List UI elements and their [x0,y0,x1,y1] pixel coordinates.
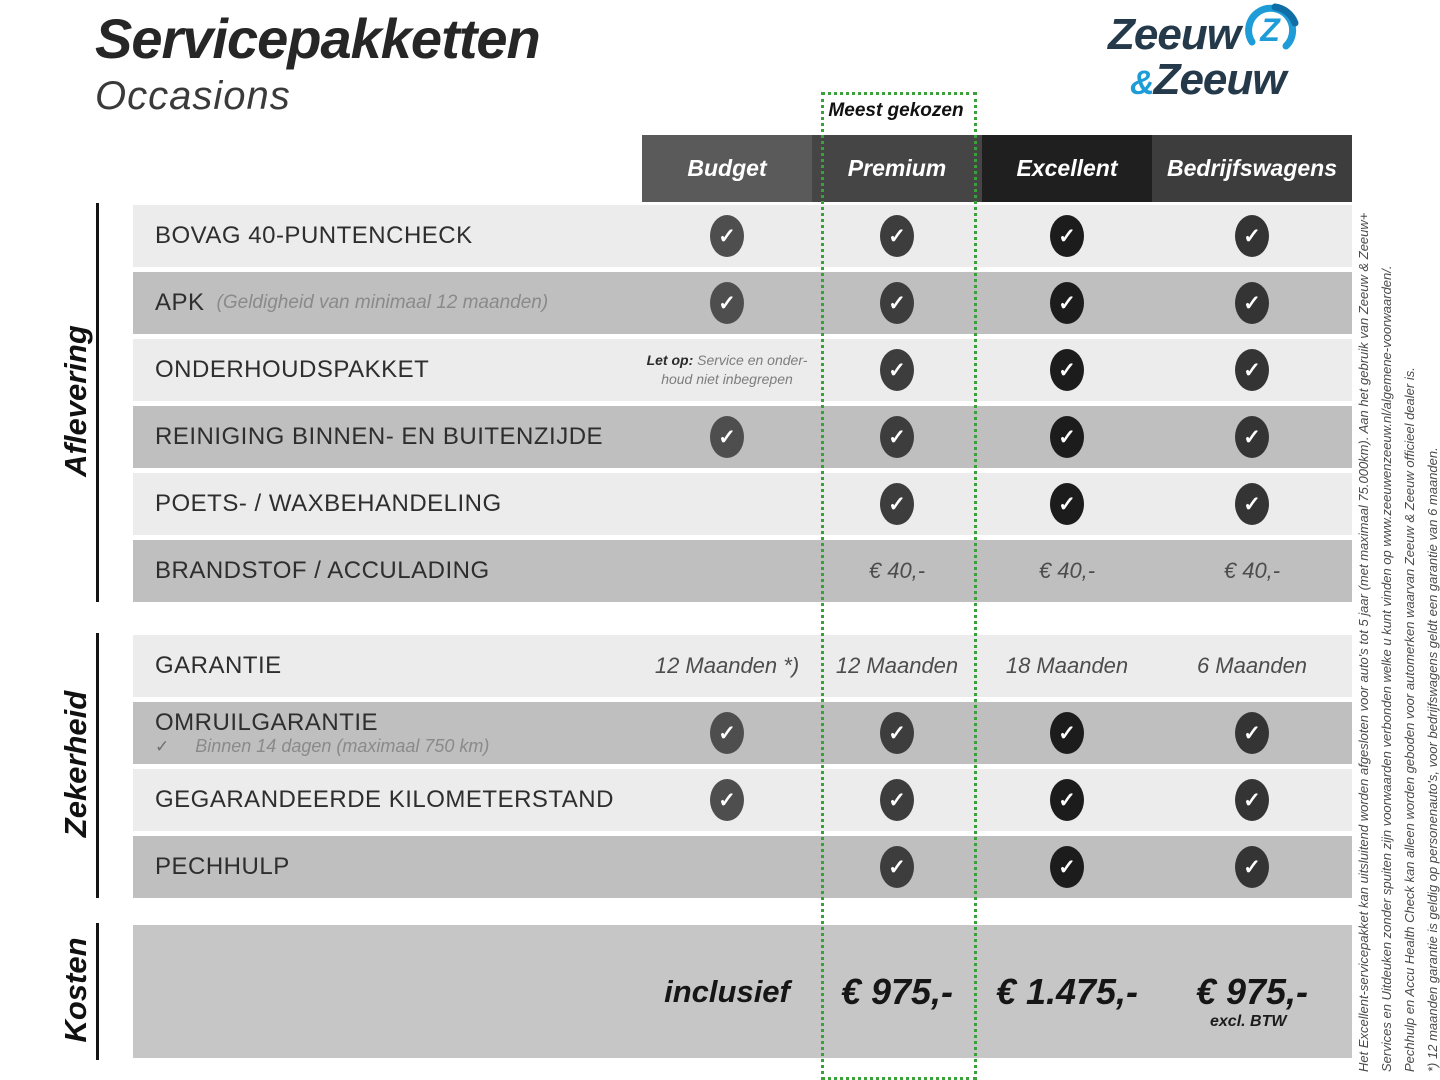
disclaimer-line: *) 12 maanden garantie is geldig op personenauto's, voor bedrijfswagens geldt een garantie van 6 maanden. [1425,447,1440,1072]
table-row [133,769,1352,831]
table-row [133,339,1352,401]
row-label: BOVAG 40-PUNTENCHECK [155,222,473,249]
check-icon: ✓ [1235,483,1269,525]
cell-value: 18 Maanden [1005,653,1129,678]
row-label: POETS- / WAXBEHANDELING [155,490,502,517]
check-icon: ✓ [880,349,914,391]
table-row [133,473,1352,535]
table-row [133,836,1352,898]
kosten-value: € 1.475,- [995,970,1139,1012]
section-label-kosten: Kosten [58,936,93,1043]
page-subtitle: Occasions [95,74,291,118]
section-label-aflevering: Aflevering [58,324,93,477]
table-row [133,406,1352,468]
kosten-value: € 975,- [1195,970,1309,1012]
page-title: Servicepakketten [95,7,540,70]
cell-premium [812,769,982,831]
check-icon: ✓ [1050,416,1084,458]
check-icon: ✓ [1050,483,1084,525]
cell-excellent [982,406,1152,468]
cell-premium [812,205,982,267]
cell-budget [642,702,812,764]
cell-bedrijfswagens [1152,702,1352,764]
check-icon: ✓ [1050,282,1084,324]
cell-note: Let op: Service en onder- houd niet inbegrepen [646,352,808,387]
kosten-cell-bedrijfswagens [1152,925,1352,1058]
cell-bedrijfswagens [1152,205,1352,267]
cell-budget [642,272,812,334]
logo-ampersand: & [1130,64,1154,102]
check-icon: ✓ [1235,282,1269,324]
small-check-icon: ✓ [155,737,170,756]
cell-bedrijfswagens [1152,769,1352,831]
table-row [133,205,1352,267]
check-icon: ✓ [1235,416,1269,458]
note-prefix: Let op: [646,352,698,369]
row-label: GARANTIE [155,652,282,679]
cell-premium [812,836,982,898]
check-icon: ✓ [880,215,914,257]
check-icon: ✓ [1050,349,1084,391]
cell-value: € 40,- [868,558,926,583]
cell-bedrijfswagens [1152,540,1352,602]
column-header-premium: Premium [812,135,982,202]
row-label-note: (Geldigheid van minimaal 12 maanden) [216,292,549,313]
table-row [133,702,1352,764]
svg-text:Z: Z [1260,12,1280,48]
row-label: ONDERHOUDSPAKKET [155,356,430,383]
cell-excellent [982,769,1152,831]
row-label: GEGARANDEERDE KILOMETERSTAND [155,786,614,813]
check-icon: ✓ [1050,846,1084,888]
disclaimer-line: Het Excellent-servicepakket kan uitsluitend worden afgesloten voor auto's tot 5 jaar (met maximaal 75.000km). Aan het gebruik van Zeeuw & Zeeuw+ [1356,212,1371,1072]
check-icon: ✓ [1050,215,1084,257]
row-label: PECHHULP [155,853,290,880]
section-rail-line [96,633,99,898]
section-rail-line [96,923,99,1060]
cell-bedrijfswagens [1152,406,1352,468]
kosten-value: € 975,- [840,970,954,1012]
cell-bedrijfswagens [1152,836,1352,898]
row-label: APK (Geldigheid van minimaal 12 maanden) [155,289,549,316]
cell-value: € 40,- [1223,558,1281,583]
kosten-cell-premium [812,925,982,1058]
cell-excellent [982,205,1152,267]
kosten-vat-note: excl. BTW [1210,1013,1287,1030]
disclaimer-line: Services en Uitdeuken zonder spuiten zijn voorwaarden verbonden welke u kunt vinden op www.zeeuwenzeeuw.nl/algemene-voorwaarden/. [1379,265,1394,1072]
cell-premium [812,406,982,468]
cell-excellent [982,540,1152,602]
kosten-cell-budget [642,925,812,1058]
column-header-bedrijfswagens: Bedrijfswagens [1152,135,1352,202]
check-icon: ✓ [1235,349,1269,391]
cell-excellent [982,272,1152,334]
cell-budget [642,406,812,468]
check-icon: ✓ [710,416,744,458]
table-row [133,272,1352,334]
cell-bedrijfswagens [1152,339,1352,401]
table-row [133,635,1352,697]
cell-value: 6 Maanden [1196,653,1308,678]
zeeuw-en-zeeuw-logo [1108,8,1328,102]
cell-premium [812,702,982,764]
cell-excellent [982,836,1152,898]
check-icon: ✓ [880,416,914,458]
cell-premium [812,272,982,334]
check-icon: ✓ [1235,846,1269,888]
logo-word-2: Zeeuw [1153,55,1286,104]
cell-premium [812,339,982,401]
kosten-band [133,925,1352,1058]
cell-value: € 40,- [1038,558,1096,583]
row-label: OMRUILGARANTIE [155,709,379,736]
kosten-value: inclusief [664,973,790,1009]
row-label: BRANDSTOF / ACCULADING [155,557,490,584]
cell-premium [812,473,982,535]
check-icon: ✓ [710,215,744,257]
cell-budget [642,769,812,831]
kosten-cell-excellent [982,925,1152,1058]
check-icon: ✓ [1050,712,1084,754]
cell-premium [812,635,982,697]
row-sublabel: ✓ Binnen 14 dagen (maximaal 750 km) [155,736,490,756]
logo-z-swoosh-icon [1240,8,1300,62]
cell-budget [642,205,812,267]
check-icon: ✓ [1235,712,1269,754]
cell-excellent [982,702,1152,764]
legal-disclaimer [1354,128,1440,1072]
table-row [133,540,1352,602]
cell-excellent [982,473,1152,535]
cell-premium [812,540,982,602]
cell-budget [642,635,812,697]
check-icon: ✓ [1235,215,1269,257]
section-label-zekerheid: Zekerheid [58,690,93,837]
cell-value: 12 Maanden [835,653,959,678]
column-header-budget: Budget [642,135,812,202]
check-icon: ✓ [880,779,914,821]
logo-word-1: Zeeuw [1108,10,1240,59]
section-rail-line [96,203,99,602]
column-header-excellent: Excellent [982,135,1152,202]
disclaimer-line: Pechhulp en Accu Health Check kan alleen worden geboden voor automerken waarvan Zeeuw & Zeeuw officieel dealer is. [1402,367,1417,1072]
row-label: REINIGING BINNEN- EN BUITENZIJDE [155,423,604,450]
check-icon: ✓ [710,712,744,754]
cell-bedrijfswagens [1152,635,1352,697]
check-icon: ✓ [1050,779,1084,821]
cell-bedrijfswagens [1152,272,1352,334]
check-icon: ✓ [880,282,914,324]
cell-budget [642,339,812,401]
check-icon: ✓ [880,846,914,888]
check-icon: ✓ [710,282,744,324]
cell-excellent [982,339,1152,401]
check-icon: ✓ [880,712,914,754]
cell-excellent [982,635,1152,697]
cell-bedrijfswagens [1152,473,1352,535]
check-icon: ✓ [880,483,914,525]
most-chosen-label: Meest gekozen [828,100,964,121]
cell-value: 12 Maanden *) [654,653,800,678]
check-icon: ✓ [710,779,744,821]
check-icon: ✓ [1235,779,1269,821]
